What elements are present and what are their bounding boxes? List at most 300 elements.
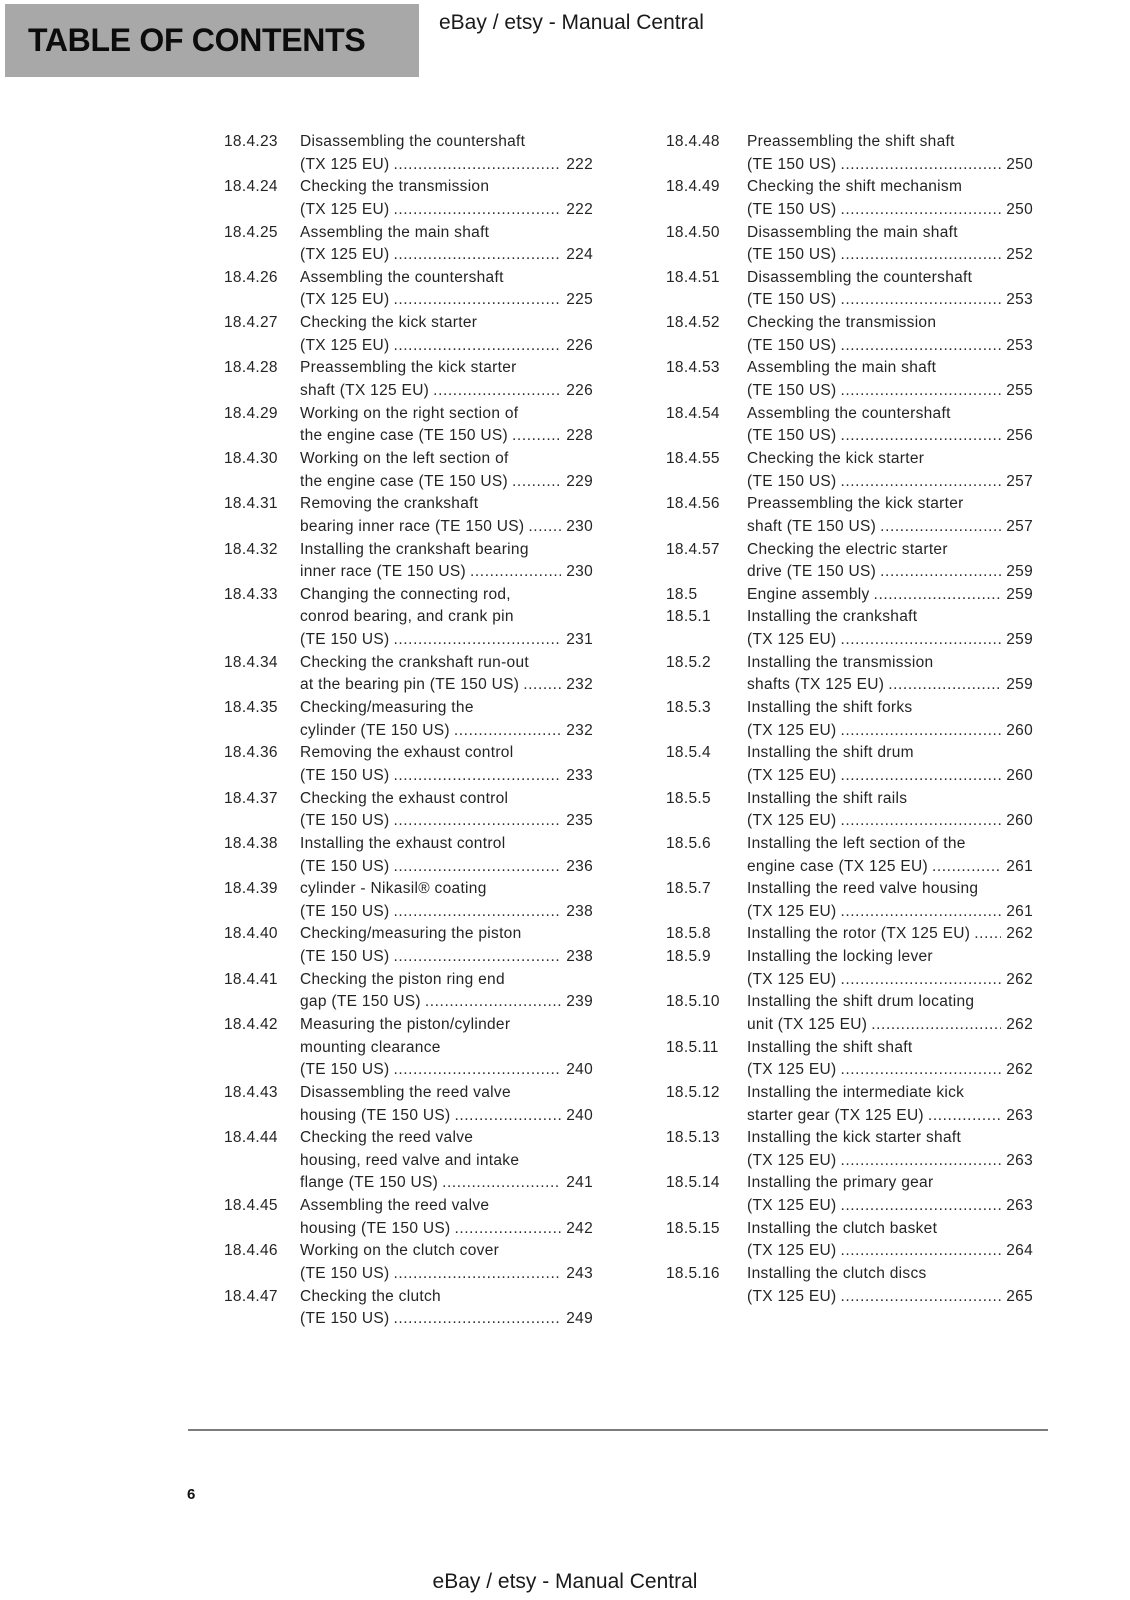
toc-entry-text: (TE 150 US) [300,1310,390,1328]
toc-entry-text: inner race (TE 150 US) [300,563,466,581]
toc-entry-page: 256 [1006,427,1033,445]
toc-entry-text: (TE 150 US) [300,1265,390,1283]
toc-entry-text: Installing the primary gear [747,1174,934,1192]
toc-entry-title [747,131,1033,176]
dot-leader [840,380,1001,403]
toc-entry-title [300,878,593,923]
toc-entry-page: 240 [566,1061,593,1079]
toc-entry [224,1014,593,1082]
toc-entry-page: 261 [1006,857,1033,875]
toc-entry-number: 18.4.48 [666,133,720,150]
toc-entry-page: 229 [566,472,593,490]
toc-entry-page: 262 [1006,1061,1033,1079]
toc-entry-text: bearing inner race (TE 150 US) [300,517,525,535]
toc-entry-text: Installing the shift drum [747,744,914,762]
toc-entry-text: Checking the shift mechanism [747,178,963,196]
toc-entry [666,606,1033,651]
toc-entry [224,833,593,878]
toc-entry-number: 18.5.2 [666,653,711,671]
toc-entry-number: 18.4.30 [224,449,278,467]
toc-entry [666,1172,1033,1217]
dot-leader [840,1195,1001,1218]
toc-entry-text: (TE 150 US) [747,472,837,490]
dot-leader [932,856,1001,879]
toc-entry-text: shafts (TX 125 EU) [747,676,885,694]
toc-entry-number: 18.4.50 [666,223,720,241]
toc-entry-number: 18.4.36 [224,744,278,762]
toc-entry-title [300,697,593,742]
toc-entry [666,584,1033,607]
dot-leader [393,629,561,652]
toc-entry-text: Checking the piston ring end [300,970,505,988]
toc-entry [666,312,1033,357]
toc-entry [666,131,1033,176]
toc-entry [224,742,593,787]
toc-entry-number: 18.5.11 [666,1038,719,1056]
toc-entry-text: at the bearing pin (TE 150 US) [300,676,520,694]
toc-entry-number: 18.4.38 [224,834,278,852]
toc-entry-number: 18.4.46 [224,1242,278,1260]
toc-entry [666,742,1033,787]
toc-entry-page: 255 [1006,382,1033,400]
toc-entry [224,539,593,584]
toc-entry-text: (TE 150 US) [747,382,837,400]
toc-entry [224,267,593,312]
toc-entry-page: 260 [1006,812,1033,830]
toc-entry-page: 250 [1006,155,1033,173]
toc-entry-page: 225 [566,291,593,309]
toc-entry-title [300,1014,593,1082]
toc-entry [224,493,593,538]
toc-entry-text: (TX 125 EU) [300,246,390,264]
toc-entry-title [300,267,593,312]
toc-entry-page: 241 [566,1174,593,1192]
toc-entry-title [747,1218,1033,1263]
toc-entry-page: 263 [1006,1197,1033,1215]
dot-leader [840,1240,1001,1263]
toc-entry-text: (TE 150 US) [300,631,390,649]
toc-entry-title [300,1127,593,1195]
dot-leader [393,1059,561,1082]
toc-entry-text: (TE 150 US) [300,812,390,830]
toc-entry-number: 18.5.16 [666,1265,720,1283]
toc-entry-page: 236 [566,857,593,875]
toc-entry-text: Assembling the countershaft [300,268,504,286]
toc-entry-text: (TE 150 US) [300,902,390,920]
toc-entry-number: 18.5.8 [666,925,711,943]
toc-entry-text: Preassembling the shift shaft [747,133,955,150]
toc-entry-number: 18.4.26 [224,268,278,286]
toc-entry [224,1195,593,1240]
toc-entry-page: 233 [566,766,593,784]
dot-leader [442,1172,561,1195]
dot-leader [840,969,1001,992]
dot-leader [840,1150,1001,1173]
toc-entry-title [747,267,1033,312]
toc-entry [666,1218,1033,1263]
toc-entry-title [747,584,1033,607]
toc-entry-page: 242 [566,1219,593,1237]
dot-leader [974,923,1001,946]
toc-entry-page: 243 [566,1265,593,1283]
toc-entry-title [300,652,593,697]
toc-entry-text: Measuring the piston/cylinder [300,1015,511,1033]
toc-entry-text: Checking the kick starter [747,449,925,467]
dot-leader [512,471,561,494]
toc-entry-number: 18.5.9 [666,948,711,966]
toc-entry-number: 18.4.54 [666,404,720,422]
toc-entry-number: 18.4.33 [224,585,278,603]
toc-entry-text: the engine case (TE 150 US) [300,472,508,490]
toc-entry-number: 18.4.56 [666,495,720,513]
dot-leader [393,1308,561,1331]
toc-entry-page: 226 [566,382,593,400]
toc-entry-text: cylinder (TE 150 US) [300,721,450,739]
toc-entry-text: housing, reed valve and intake [300,1151,520,1169]
toc-entry-text: (TE 150 US) [747,427,837,445]
toc-entry [224,131,593,176]
toc-entry-text: (TX 125 EU) [747,902,837,920]
toc-entry-text: starter gear (TX 125 EU) [747,1106,924,1124]
toc-entry-title [747,991,1033,1036]
toc-entry [224,448,593,493]
toc-entry-page: 230 [566,517,593,535]
dot-leader [393,1263,561,1286]
toc-entry-text: shaft (TE 150 US) [747,517,877,535]
toc-entry-text: Checking/measuring the [300,699,474,717]
toc-entry-number: 18.5 [666,585,698,603]
toc-entry-number: 18.5.4 [666,744,711,762]
toc-entry-page: 263 [1006,1106,1033,1124]
dot-leader [393,856,561,879]
toc-entry [666,878,1033,923]
toc-entry-text: Engine assembly [747,585,870,603]
toc-column-left [224,131,593,1331]
toc-entry-title [300,742,593,787]
toc-entry-page: 259 [1006,563,1033,581]
toc-entry-title [300,357,593,402]
page-title-banner [5,4,419,77]
toc-entry-text: housing (TE 150 US) [300,1106,451,1124]
dot-leader [840,1059,1001,1082]
dot-leader [874,584,1002,607]
toc-entry-text: (TX 125 EU) [300,200,390,218]
toc-entry-page: 228 [566,427,593,445]
dot-leader [840,289,1001,312]
toc-entry-text: Assembling the main shaft [300,223,490,241]
toc-entry-number: 18.4.52 [666,314,720,332]
dot-leader [512,425,561,448]
toc-entry-title [747,176,1033,221]
dot-leader [393,946,561,969]
toc-entry-text: Installing the transmission [747,653,934,671]
toc-entry [666,652,1033,697]
dot-leader [433,380,561,403]
toc-entry-text: Working on the left section of [300,449,509,467]
toc-entry-title [747,1082,1033,1127]
toc-entry-title [747,788,1033,833]
toc-entry-page: 239 [566,993,593,1011]
toc-entry-text: Installing the exhaust control [300,834,506,852]
toc-entry-text: Assembling the countershaft [747,404,951,422]
toc-entry-text: (TX 125 EU) [747,631,837,649]
toc-entry-number: 18.4.34 [224,653,278,671]
toc-entry-page: 226 [566,336,593,354]
toc-entry-number: 18.4.24 [224,178,278,196]
toc-entry-text: Assembling the main shaft [747,359,937,377]
toc-entry-page: 232 [566,676,593,694]
toc-entry-title [300,833,593,878]
toc-entry [666,833,1033,878]
toc-entry-page: 260 [1006,721,1033,739]
toc-entry-title [747,1037,1033,1082]
toc-entry-text: (TX 125 EU) [300,336,390,354]
toc-entry-title [300,176,593,221]
toc-entry-text: flange (TE 150 US) [300,1174,439,1192]
toc-entry-number: 18.4.42 [224,1015,278,1033]
toc-entry-title [300,312,593,357]
toc-entry-text: conrod bearing, and crank pin [300,608,514,626]
toc-entry-text: drive (TE 150 US) [747,563,877,581]
dot-leader [888,674,1001,697]
toc-entry-title [300,1240,593,1285]
toc-entry-text: Checking the transmission [747,314,937,332]
toc-entry-text: Installing the shift rails [747,789,908,807]
toc-entry-page: 260 [1006,766,1033,784]
toc-entry-text: Checking the transmission [300,178,490,196]
toc-entry [224,652,593,697]
toc-entry-title [747,222,1033,267]
dot-leader [840,901,1001,924]
toc-entry-number: 18.5.14 [666,1174,720,1192]
toc-entry [224,923,593,968]
toc-entry-text: cylinder - Nikasil® coating [300,880,487,898]
dot-leader [880,516,1001,539]
toc-entry-number: 18.4.45 [224,1197,278,1215]
toc-entry-text: Installing the locking lever [747,948,933,966]
dot-leader [880,561,1001,584]
toc-entry-text: Disassembling the main shaft [747,223,958,241]
toc-entry-number: 18.5.10 [666,993,720,1011]
toc-entry-title [747,403,1033,448]
toc-entry-text: Preassembling the kick starter [300,359,517,377]
toc-entry-text: shaft (TX 125 EU) [300,382,430,400]
toc-entry [666,1127,1033,1172]
toc-entry [224,403,593,448]
toc-entry [224,1127,593,1195]
toc-entry-title [300,1286,593,1331]
toc-entry-text: Checking the clutch [300,1287,441,1305]
toc-entry-text: (TX 125 EU) [747,1197,837,1215]
toc-entry [224,176,593,221]
toc-entry-number: 18.4.25 [224,223,278,241]
dot-leader [840,154,1001,177]
toc-entry [666,222,1033,267]
toc-entry-number: 18.4.47 [224,1287,278,1305]
toc-entry [666,1082,1033,1127]
dot-leader [840,471,1001,494]
toc-entry-number: 18.5.5 [666,789,711,807]
toc-entry-number: 18.4.23 [224,133,278,150]
toc-entry-text: Removing the crankshaft [300,495,479,513]
toc-entry [666,539,1033,584]
toc-entry-page: 257 [1006,472,1033,490]
toc-entry-number: 18.5.7 [666,880,711,898]
toc-entry-number: 18.4.51 [666,268,720,286]
toc-entry-title [747,539,1033,584]
toc-entry-number: 18.4.40 [224,925,278,943]
toc-entry-title [300,584,593,652]
toc-entry-title [300,448,593,493]
toc-entry-text: Disassembling the reed valve [300,1083,511,1101]
toc-entry-number: 18.4.29 [224,404,278,422]
toc-entry-page: 262 [1006,970,1033,988]
toc-entry-number: 18.4.53 [666,359,720,377]
toc-entry-title [747,946,1033,991]
toc-entry-title [747,878,1033,923]
page-number: 6 [187,1486,196,1503]
toc-entry-text: Disassembling the countershaft [300,133,526,150]
toc-entry-page: 230 [566,563,593,581]
toc-entry [224,697,593,742]
toc-entry-text: Assembling the reed valve [300,1197,490,1215]
toc-entry-title [747,742,1033,787]
dot-leader [393,901,561,924]
toc-entry-text: (TE 150 US) [747,246,837,264]
toc-entry-text: Removing the exhaust control [300,744,514,762]
toc-entry-number: 18.5.6 [666,834,711,852]
toc-entry [224,312,593,357]
toc-entry-number: 18.4.55 [666,449,720,467]
toc-entry-number: 18.4.57 [666,540,720,558]
toc-entry-title [300,788,593,833]
dot-leader [393,289,561,312]
toc-entry-title [747,923,1033,946]
toc-entry-text: Installing the clutch discs [747,1265,927,1283]
toc-entry-page: 263 [1006,1151,1033,1169]
toc-entry-text: Preassembling the kick starter [747,495,964,513]
toc-entry-page: 262 [1006,925,1033,943]
toc-entry-text: (TE 150 US) [747,200,837,218]
toc-entry-text: (TX 125 EU) [747,721,837,739]
toc-entry-title [300,493,593,538]
toc-entry-title [300,539,593,584]
toc-entry-text: (TE 150 US) [747,336,837,354]
toc-entry-page: 259 [1006,585,1033,603]
toc-entry-title [747,652,1033,697]
toc-entry-text: Changing the connecting rod, [300,585,511,603]
toc-entry [666,923,1033,946]
toc-entry-text: Checking/measuring the piston [300,925,522,943]
toc-entry-text: (TE 150 US) [747,291,837,309]
toc-entry-text: (TX 125 EU) [747,766,837,784]
toc-entry-text: engine case (TX 125 EU) [747,857,928,875]
toc-entry-title [300,969,593,1014]
toc-entry-page: 238 [566,902,593,920]
toc-entry-page: 264 [1006,1242,1033,1260]
toc-entry-number: 18.4.43 [224,1083,278,1101]
toc-entry-number: 18.4.35 [224,699,278,717]
dot-leader [454,1105,561,1128]
toc-entry-number: 18.5.3 [666,699,711,717]
toc-entry-page: 222 [566,200,593,218]
toc-entry-title [300,222,593,267]
toc-entry-text: (TX 125 EU) [747,1151,837,1169]
toc-entry-number: 18.4.49 [666,178,720,196]
toc-entry-number: 18.4.28 [224,359,278,377]
toc-entry-number: 18.4.31 [224,495,278,513]
toc-entry-page: 252 [1006,246,1033,264]
toc-entry-page: 259 [1006,676,1033,694]
toc-entry-title [747,833,1033,878]
dot-leader [840,244,1001,267]
toc-entry-text: mounting clearance [300,1038,441,1056]
toc-entry-text: the engine case (TE 150 US) [300,427,508,445]
toc-entry-text: (TX 125 EU) [747,970,837,988]
toc-entry [666,403,1033,448]
toc-entry-number: 18.4.39 [224,880,278,898]
toc-column-right [666,131,1033,1308]
toc-entry-title [747,357,1033,402]
toc-entry-title [747,448,1033,493]
toc-entry-page: 257 [1006,517,1033,535]
footer-brand-text: eBay / etsy - Manual Central [432,1570,698,1593]
toc-entry-text: (TX 125 EU) [747,1242,837,1260]
dot-leader [528,516,561,539]
toc-entry [224,1240,593,1285]
toc-entry-text: Installing the intermediate kick [747,1083,965,1101]
toc-entry-text: Installing the shift drum locating [747,993,975,1011]
dot-leader [393,244,561,267]
toc-entry-title [747,606,1033,651]
toc-entry-text: Installing the clutch basket [747,1219,938,1237]
toc-entry-title [300,1195,593,1240]
toc-entry-title [747,1263,1033,1308]
toc-entry [666,448,1033,493]
toc-entry [666,991,1033,1036]
toc-entry-title [300,923,593,968]
toc-entry [666,357,1033,402]
toc-entry-text: (TX 125 EU) [747,1287,837,1305]
toc-entry-page: 232 [566,721,593,739]
toc-entry [224,788,593,833]
toc-entry-text: Installing the rotor (TX 125 EU) [747,925,971,943]
toc-entry-text: Checking the kick starter [300,314,478,332]
toc-entry-text: (TE 150 US) [300,766,390,784]
toc-entry [224,1082,593,1127]
toc-entry-number: 18.5.12 [666,1083,720,1101]
toc-entry-text: unit (TX 125 EU) [747,1015,868,1033]
toc-entry-number: 18.5.15 [666,1219,720,1237]
dot-leader [840,765,1001,788]
toc-entry [666,946,1033,991]
toc-entry-text: Checking the electric starter [747,540,948,558]
toc-entry-title [300,1082,593,1127]
toc-entry-title [300,403,593,448]
toc-entry-text: (TX 125 EU) [747,1061,837,1079]
header-brand-text: eBay / etsy - Manual Central [439,11,704,34]
toc-entry-text: gap (TE 150 US) [300,993,421,1011]
toc-entry-text: Installing the crankshaft bearing [300,540,529,558]
toc-entry-title [747,697,1033,742]
toc-entry-title [747,493,1033,538]
toc-entry-page: 224 [566,246,593,264]
toc-entry-number: 18.5.13 [666,1129,720,1147]
dot-leader [840,199,1001,222]
toc-entry-page: 238 [566,948,593,966]
toc-entry [224,969,593,1014]
toc-entry [666,176,1033,221]
